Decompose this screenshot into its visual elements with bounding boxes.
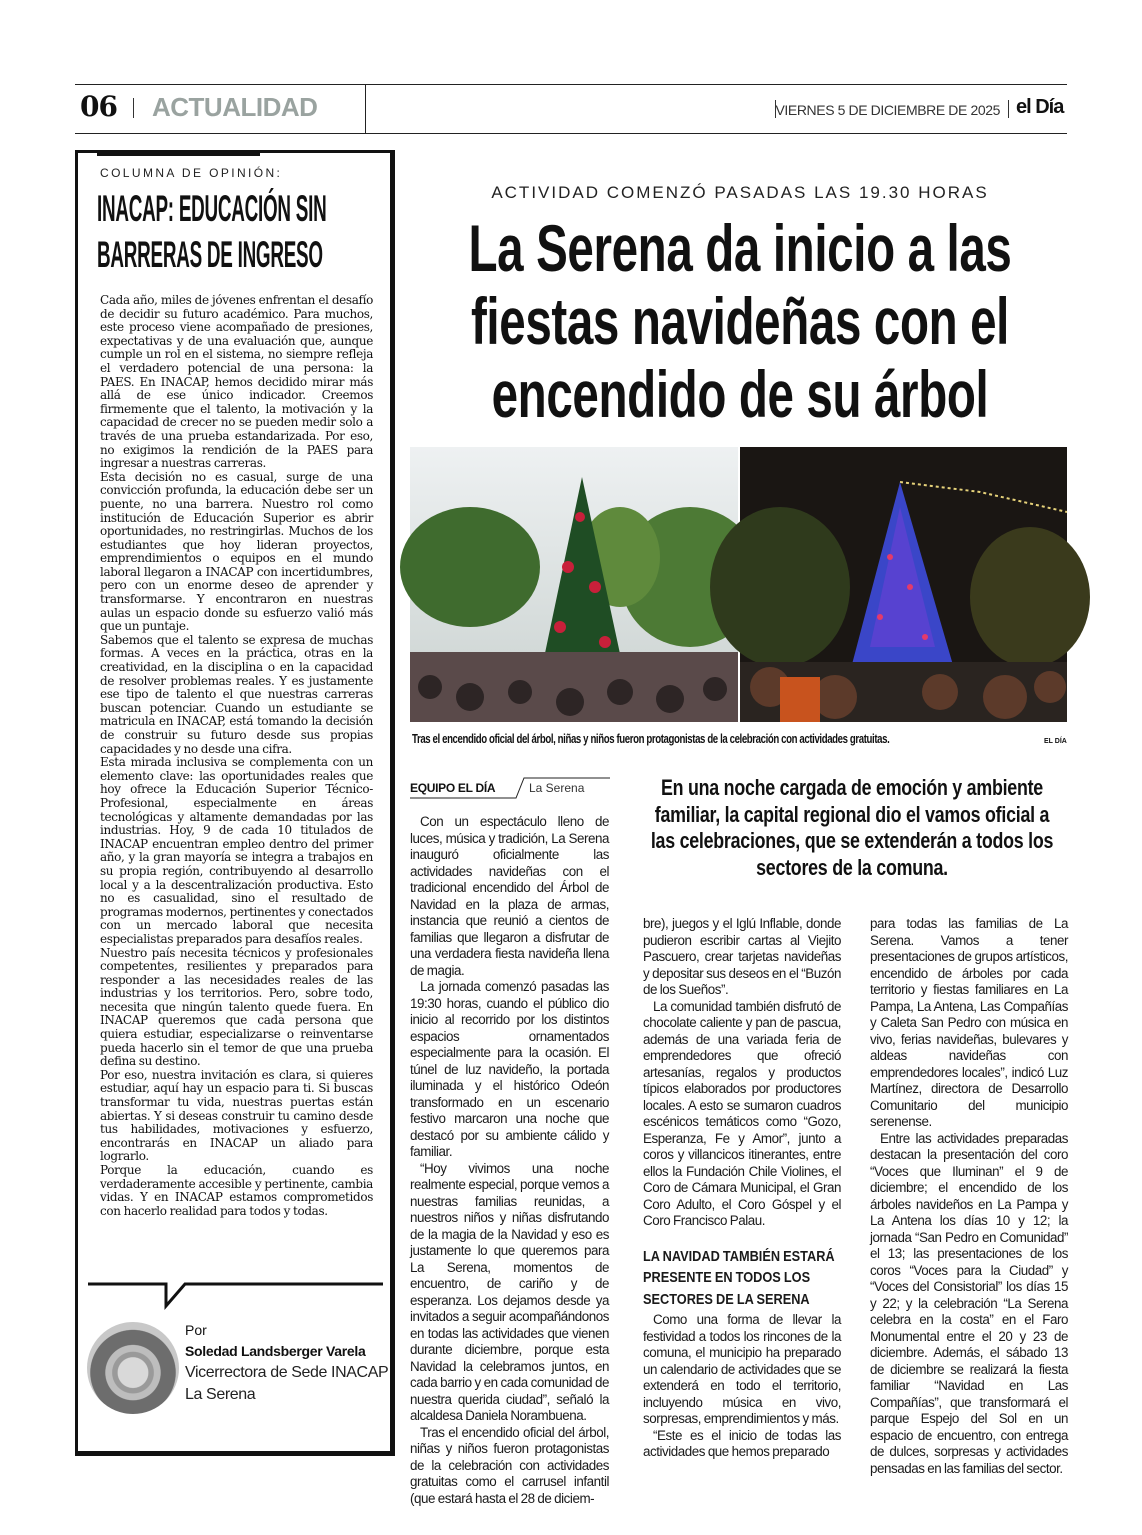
paragraph: Entre las actividades preparadas destacan la presentación del coro “Voces que Iluminan” el 9 de diciembre; el encendido de los árboles navideños en La Pampa y La Antena los días 10 y 12; la jornada “San Pedro en Comunidad” el 13; las presentaciones de los coros “Voces para la Ciudad” y “Voces del Consistorial” los días 15 y 22; y la celebración “La Serena celebra en la costa” en el Faro Monumental entre el 20 y 23 de diciembre. Además, el sábado 13 de diciembre se realizará la fiesta familiar “Navidad en Las Compañías”, que transformará el parque Espejo del Sol en un espacio de encuentro, con entrega de dulces, sorpresas y actividades pensadas en las familias del sector. — [870, 1130, 1068, 1476]
issue-date: VIERNES 5 DE DICIEMBRE DE 2025 — [775, 102, 1000, 118]
opinion-title: INACAP: EDUCACIÓN SIN BARRERAS DE INGRESO — [97, 188, 327, 275]
header-divider — [365, 84, 366, 134]
article-lead: En una noche cargada de emoción y ambiente familiar, la capital regional dio el vamos oficial a las celebraciones, que se extenderán a todos los sectores de la comuna. — [650, 775, 1054, 880]
paragraph: bre), juegos y el Iglú Inflable, donde pudieron escribir cartas al Viejito Pascuero, crear tarjetas navideñas y depositar sus deseos en el “Buzón de los Sueños”. — [643, 916, 841, 997]
paragraph: Esta mirada inclusiva se complementa con un elemento clave: las oportunidades reales que hoy ofrece la Educación Superior Técnico-Profesional, especialmente en áreas tecnológicas y altamente demandadas por las industrias. Hoy, 9 de cada 10 titulados de INACAP encuentran empleo dentro del primer año, y la gran mayoría se integra a trabajos en su propia región, contribuyendo al desarrollo local y a la descentralización productiva. Esto no es casualidad, sino el resultado de programas modernos, pertinentes y conectados con un mercado laboral que necesita especialistas preparados para desafíos reales. — [100, 755, 373, 946]
paragraph: Como una forma de llevar la festividad a todos los rincones de la comuna, el municipio ha preparado un calendario de actividades que se extenderá en todo el territorio, incluyendo música en vivo, sorpresas, emprendimientos y más. — [643, 1312, 841, 1426]
paragraph: La comunidad también disfrutó de chocolate caliente y pan de pascua, además de una variada feria de emprendedores que ofreció artesanías, regalos y productos típicos elaborados por productores locales. A esto se sumaron cuadros escénicos temáticos como “Gozo, Esperanza, Fe y Amor”, junto a coros y villancicos itinerantes, entre ellos la Fundación Chile Violines, el Coro de Cámara Municipal, el Gran Coro Adulto, el Coro Góspel y el Coro Francisco Palau. — [643, 998, 841, 1228]
byline: EQUIPO EL DÍA — [410, 781, 496, 795]
photo-caption: Tras el encendido oficial del árbol, niñas y niños fueron protagonistas de la celebración con actividades gratuitas. — [412, 732, 890, 746]
paragraph: Sabemos que el talento se expresa de muchas formas. A veces en la práctica, otras en la creatividad, en la disciplina o en la capacidad de resolver problemas reales. Y es justamente ese tipo de talento el que nuestras carreras buscan potenciar. Cuando un estudiante se matricula en INACAP, está tomando la decisión de construir su futuro desde sus propias capacidades y no desde una cifra. — [100, 632, 373, 756]
separator — [133, 98, 134, 118]
photo-illuminated-tree-night — [740, 447, 1067, 722]
section-name: ACTUALIDAD — [152, 92, 318, 122]
paragraph: Con un espectáculo lleno de luces, música y tradición, La Serena inauguró oficialmente las actividades navideñas con el tradicional encendido del Árbol de Navidad en la plaza de armas, instancia que reunió a cientos de familias que llegaron a disfrutar de una verdadera fiesta navideña llena de magia. — [410, 814, 609, 978]
paragraph: “Este es el inicio de todas las actividades que hemos preparado — [643, 1427, 841, 1459]
speech-bubble-divider — [88, 1270, 383, 1310]
author-prefix: Por — [185, 1322, 207, 1338]
header-top-rule — [75, 84, 1067, 85]
opinion-body — [100, 294, 373, 1264]
paragraph: Esta decisión no es casual, surge de una convicción profunda, la educación debe ser un puente, no una barrera. Nuestro rol como institución de Educación Superior es abrir oportunidades, no restringirlas. Muchos de los estudiantes que hoy lideran proyectos, emprendimientos o equipos en el mundo laboral llegaron a INACAP con incertidumbres, pero con un enorme deseo de aprender y transformarse. Y encontraron en nuestras aulas un espacio donde su esfuerzo valió más que un puntaje. — [100, 469, 373, 634]
newspaper-logo: el Día — [1016, 96, 1064, 118]
paragraph: “Hoy vivimos una noche realmente especial, porque vemos a nuestras familias reunidas, a nuestros niños y niñas disfrutando de la magia de la Navidad y eso es justamente lo que queremos para La Serena, momentos de encuentro, de cariño y de esperanza. Los dejamos desde ya invitados a seguir acompañándonos en todas las actividades que vienen durante diciembre, porque esta Navidad la celebramos juntos, en cada barrio y en cada comunidad de nuestra querida ciudad”, señaló la alcaldesa Daniela Norambuena. — [410, 1160, 609, 1423]
paragraph: Nuestro país necesita técnicos y profesionales competentes, resilientes y preparados para responder a las necesidades reales de las industrias y los territorios. Pero, sobre todo, necesita que ningún talento quede fuera. En INACAP queremos que cada persona que quiera estudiar, especializarse o reinventarse pueda hacerlo sin el temor de que una prueba defina su destino. — [100, 945, 373, 1069]
header-bottom-rule — [75, 133, 1067, 134]
author-role: Vicerrectora de Sede INACAP La Serena — [185, 1364, 388, 1403]
paragraph: Porque la educación, cuando es verdaderamente accesible y pertinente, cambia vidas. Y en INACAP estamos comprometidos con hacerlo realidad para todos y todas. — [100, 1163, 373, 1218]
author-name: Soledad Landsberger Varela — [185, 1343, 366, 1359]
opinion-kicker: COLUMNA DE OPINIÓN: — [100, 166, 283, 180]
article-column-2 — [643, 916, 841, 1465]
paragraph: Tras el encendido oficial del árbol, niñas y niños fueron protagonistas de la celebración con actividades gratuitas como el carrusel infantil (que estará hasta el 28 de diciem- — [410, 1424, 609, 1506]
dateline-location: La Serena — [529, 781, 585, 795]
article-kicker: ACTIVIDAD COMENZÓ PASADAS LAS 19.30 HORAS — [491, 183, 989, 202]
opinion-top-bar — [97, 150, 260, 156]
author-avatar — [87, 1322, 179, 1414]
separator — [1008, 100, 1009, 118]
photo-credit: EL DÍA — [1044, 738, 1067, 745]
photo-christmas-tree-plaza — [410, 447, 738, 722]
paragraph: para todas las familias de La Serena. Vamos a tener presentaciones de grupos artísticos, encendido de árboles por cada territorio y fiestas familiares en La Pampa, La Antena, Las Compañías y Caleta San Pedro con música en vivo, ferias navideñas, bulevares y aldeas navideñas con emprendedores locales”, indicó Luz Martínez, directora de Desarrollo Comunitario del municipio serenense. — [870, 916, 1068, 1129]
article-headline: La Serena da inicio a las fiestas navideñas con el encendido de su árbol — [468, 211, 1012, 431]
article-subheading: LA NAVIDAD TAMBIÉN ESTARÁ PRESENTE EN TODOS LOS SECTORES DE LA SERENA — [643, 1247, 835, 1308]
article-column-1 — [410, 814, 609, 1506]
article-column-3 — [870, 916, 1068, 1476]
paragraph: Por eso, nuestra invitación es clara, si quieres estudiar, aquí hay un espacio para ti. Si buscas transformar tu vida, nuestras puertas están abiertas. Y si deseas construir tu camino desde tus habilidades, motivaciones y esfuerzo, encontrarás en INACAP un aliado para lograrlo. — [100, 1067, 373, 1164]
page-number: 06 — [80, 90, 117, 123]
paragraph: Cada año, miles de jóvenes enfrentan el desafío de decidir su futuro académico. Para muchos, este proceso viene acompañado de presiones, expectativas y de una evaluación que, aunque cumple un rol en el sistema, no siempre refleja el verdadero potencial de una persona: la PAES. En INACAP, hemos decidido mirar más allá de ese único indicador. Creemos firmemente que el talento, la motivación y la capacidad de crecer no se pueden medir solo a través de una prueba estandarizada. Por eso, no exigimos la rendición de la PAES para ingresar a nuestras carreras. — [100, 293, 373, 471]
paragraph: La jornada comenzó pasadas las 19:30 horas, cuando el público dio inicio al recorrido por los distintos espacios ornamentados especialmente para la ocasión. El túnel de luz navideño, la portada iluminada y el histórico Odeón transformado en un escenario festivo marcaron una noche que destacó por su ambiente cálido y familiar. — [410, 979, 609, 1159]
